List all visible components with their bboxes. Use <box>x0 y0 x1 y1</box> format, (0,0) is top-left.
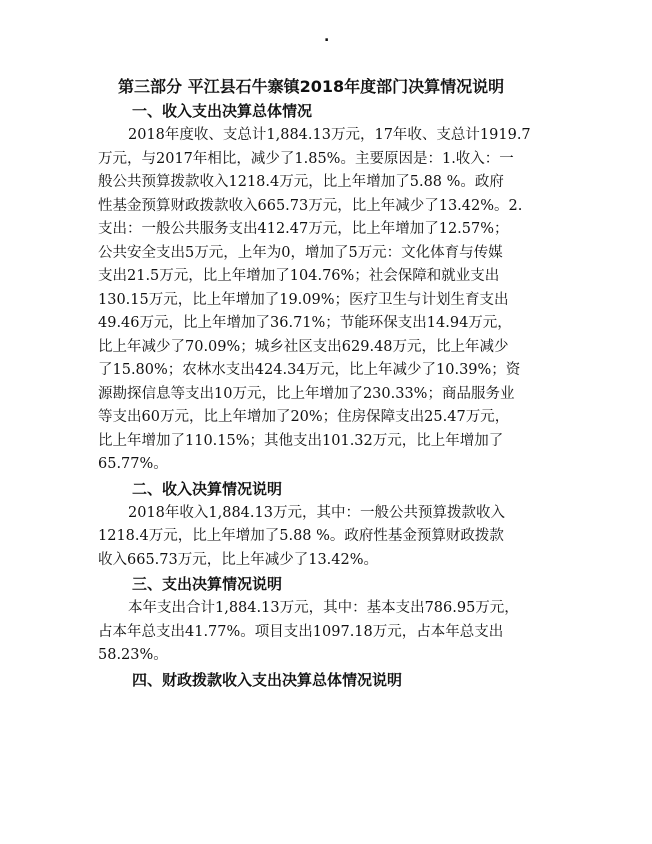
paragraph-line: 般公共预算拨款收入1218.4万元，比上年增加了5.88 %。政府 <box>98 174 504 190</box>
paragraph-line: 占本年总支出41.77%。项目支出1097.18万元，占本年总支出 <box>98 623 504 640</box>
section-heading: 二、收入决算情况说明 <box>132 479 283 498</box>
page-marker: . <box>324 29 330 45</box>
paragraph-line: 2018年度收、支总计1,884.13万元，17年收、支总计1919.7 <box>128 127 531 143</box>
paragraph-line: 了15.80%；农林水支出424.34万元，比上年减少了10.39%；资 <box>98 362 521 378</box>
paragraph-line: 130.15万元，比上年增加了19.09%；医疗卫生与计划生育支出 <box>98 291 509 308</box>
section-expenditure-explanation <box>98 572 558 668</box>
paragraph-line: 收入665.73万元，比上年减少了13.42%。 <box>98 551 379 568</box>
paragraph-line: 公共安全支出5万元，上年为0，增加了5万元：文化体育与传媒 <box>98 244 503 261</box>
section-heading: 四、财政拨款收入支出决算总体情况说明 <box>132 670 403 689</box>
section-paragraph <box>98 502 558 573</box>
paragraph-line: 支出：一般公共服务支出412.47万元，比上年增加了12.57%； <box>98 221 509 237</box>
paragraph-line: 性基金预算财政拨款收入665.73万元，比上年减少了13.42%。2. <box>98 197 523 214</box>
paragraph-line: 65.77%。 <box>98 456 168 472</box>
paragraph-line: 比上年增加了110.15%；其他支出101.32万元，比上年增加了 <box>98 432 504 449</box>
document-title: 第三部分 平江县石牛寨镇2018年度部门决算情况说明 <box>118 77 505 96</box>
paragraph-line: 源勘探信息等支出10万元，比上年增加了230.33%；商品服务业 <box>98 385 515 402</box>
section-paragraph <box>98 124 558 477</box>
document-body <box>98 99 558 693</box>
paragraph-line: 58.23%。 <box>98 647 168 663</box>
paragraph-line: 等支出60万元，比上年增加了20%；住房保障支出25.47万元， <box>98 409 510 425</box>
section-paragraph <box>98 597 558 668</box>
paragraph-line: 支出21.5万元，比上年增加了104.76%；社会保障和就业支出 <box>98 268 500 284</box>
paragraph-line: 49.46万元，比上年增加了36.71%；节能环保支出14.94万元， <box>98 315 512 331</box>
section-heading: 一、收入支出决算总体情况 <box>132 102 313 120</box>
section-income-explanation <box>98 477 558 573</box>
paragraph-line: 本年支出合计1,884.13万元，其中：基本支出786.95万元， <box>128 600 519 616</box>
section-heading: 三、支出决算情况说明 <box>132 575 283 593</box>
paragraph-line: 万元，与2017年相比，减少了1.85%。主要原因是：1.收入：一 <box>98 150 514 167</box>
paragraph-line: 2018年收入1,884.13万元，其中：一般公共预算拨款收入 <box>128 504 505 521</box>
section-fiscal-appropriation-overview <box>98 668 558 693</box>
paragraph-line: 比上年减少了70.09%；城乡社区支出629.48万元，比上年减少 <box>98 338 509 355</box>
section-income-expenditure-overview <box>98 99 558 477</box>
paragraph-line: 1218.4万元，比上年增加了5.88 %。政府性基金预算财政拨款 <box>98 528 504 544</box>
